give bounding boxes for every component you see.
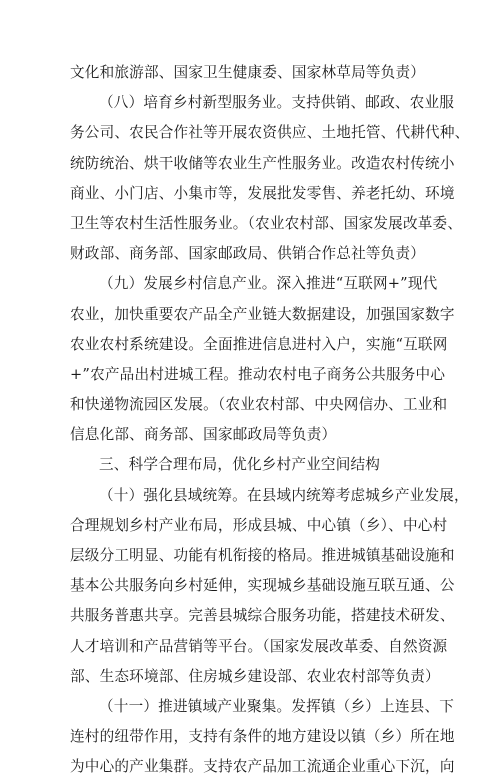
text-line: 务公司、农民合作社等开展农资供应、土地托管、代耕代种、 [70,124,470,142]
text-line: +”农产品出村进城工程。推动农村电子商务公共服务中心 [70,365,446,383]
text-line: 农业，加快重要农产品全产业链大数据建设，加强国家数字 [70,305,455,323]
text-line: 和快递物流园区发展。（农业农村部、中央网信办、工业和 [70,396,448,414]
text-line: 为中心的产业集群。支持农产品加工流通企业重心下沉，向 [70,758,455,776]
paragraph-start-line: （九）发展乡村信息产业。深入推进“互联网+”现代 [99,275,438,293]
text-line: 卫生等农村生活性服务业。（农业农村部、国家发展改革委、 [70,214,463,232]
document-page [70,58,470,783]
section-heading: 三、科学合理布局，优化乡村产业空间结构 [99,456,381,474]
text-line: 人才培训和产品营销等平台。（国家发展改革委、自然资源 [70,637,448,655]
text-line: 农业农村系统建设。全面推进信息进村入户，实施“互联网 [70,335,448,353]
text-line: 财政部、商务部、国家邮政局、供销合作总社等负责） [70,245,426,263]
text-line: 层级分工明显、功能有机衔接的格局。推进城镇基础设施和 [70,547,455,564]
text-line: 基本公共服务向乡村延伸，实现城乡基础设施互联互通、公 [70,577,455,595]
text-line: 连村的纽带作用，支持有条件的地方建设以镇（乡）所在地 [70,728,455,746]
text-line: 商业、小门店、小集市等，发展批发零售、养老托幼、环境 [70,184,455,202]
text-line: 文化和旅游部、国家卫生健康委、国家林草局等负责） [70,64,426,81]
text-line: 合理规划乡村产业布局，形成县城、中心镇（乡）、中心村 [70,516,448,534]
paragraph-start-line: （十）强化县域统筹。在县域内统筹考虑城乡产业发展， [99,486,469,504]
text-line: 共服务普惠共享。完善县城综合服务功能，搭建技术研发、 [70,607,455,625]
text-line: 信息化部、商务部、国家邮政局等负责） [70,426,337,444]
text-line: 部、生态环境部、住房城乡建设部、农业农村部等负责） [70,667,440,685]
paragraph-start-line: （八）培育乡村新型服务业。支持供销、邮政、农业服 [99,94,455,112]
paragraph-start-line: （十一）推进镇域产业聚集。发挥镇（乡）上连县、下 [99,697,455,715]
text-line: 统防统治、烘干收储等农业生产性服务业。改造农村传统小 [70,154,455,172]
